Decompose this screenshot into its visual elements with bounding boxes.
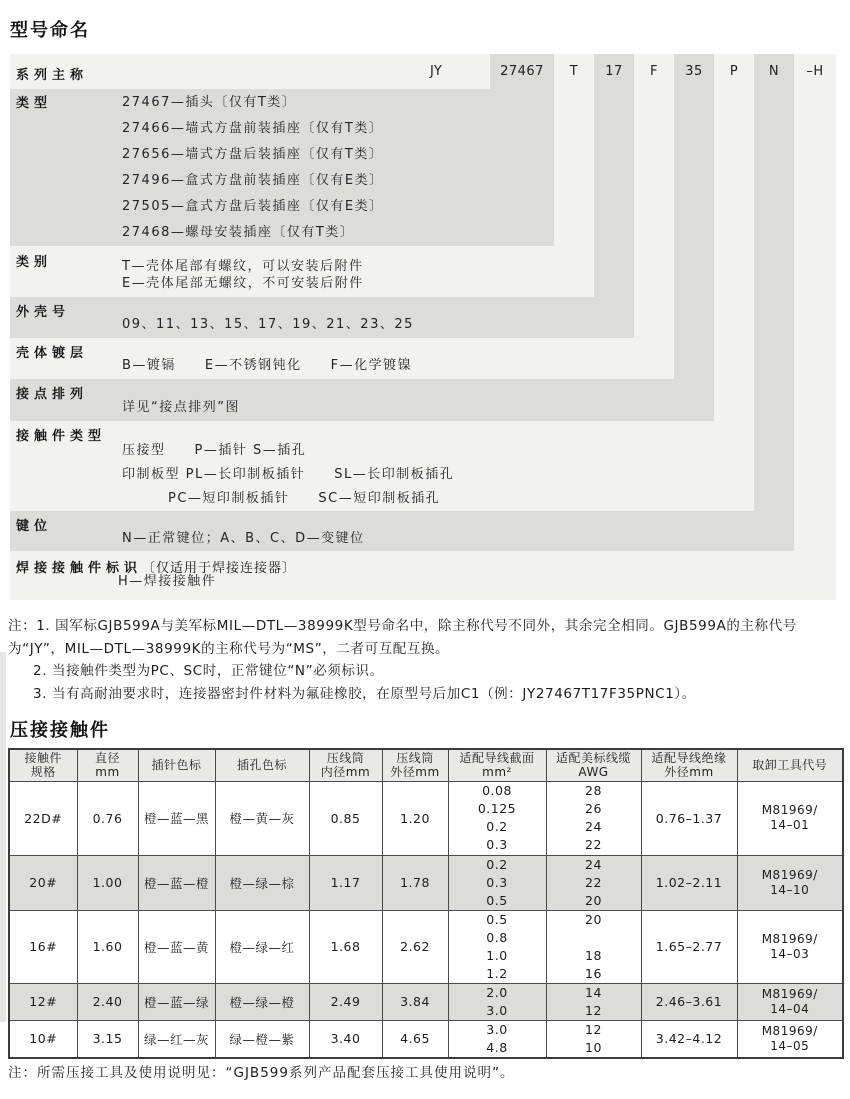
cell-pin-color: 橙—蓝—黄 [138,910,215,983]
code-segment-solder-mark: –H [806,64,824,79]
step-stripe-arrangement [674,54,714,379]
cell-insulation-od: 1.02–2.11 [641,855,737,910]
cell-tool-code: M81969/ 14–10 [737,855,843,910]
cell-insulation-od: 1.65–2.77 [641,910,737,983]
cell-wire-section: 2.0 3.0 [448,983,546,1020]
cell-barrel-id: 2.49 [309,983,382,1020]
section-plating-label: 壳体镀层 [16,346,89,361]
note-line-1 [8,615,846,660]
section-keying-label: 键位 [16,519,53,534]
block-arrangement [10,379,714,421]
cell-socket-color: 橙—绿—棕 [215,855,309,910]
cell-barrel-od: 1.78 [382,855,448,910]
naming-notes [8,615,846,705]
notes-prefix: 注： [8,618,37,634]
section-type-items [122,90,384,246]
note-3: 3. 当有高耐油要求时，连接器密封件材料为氟硅橡胶，在原型号后加C1（例：JY27467T17F35PNC1）。 [33,685,696,702]
step-stripe-plating [634,54,674,338]
cell-tool-code: M81969/ 14–05 [737,1020,843,1058]
table-row [9,1020,843,1058]
cell-barrel-id: 1.68 [309,910,382,983]
step-stripe-solder-mark [794,54,836,551]
code-segment-shell-size: 17 [605,64,623,79]
cell-awg: 24 22 20 [546,855,641,910]
cell-spec: 10# [9,1020,77,1058]
cell-insulation-od: 0.76–1.37 [641,781,737,855]
note-1: 1. 国军标GJB599A与美军标MIL—DTL—38999K型号命名中，除主称代号不同外，其余完全相同。GJB599A的主称代号为“JY”，MIL—DTL—38999K的主称代号为“MS”，二者可互配互换。 [8,618,797,657]
contact-type-item: PC—短印制板插针 SC—短印制板插孔 [168,491,441,506]
cell-pin-color: 橙—蓝—黑 [138,781,215,855]
type-item: 27496—盒式方盘前装插座〔仅有E类〕 [122,173,384,188]
cell-wire-section: 3.0 4.8 [448,1020,546,1058]
shell-size-item: 09、11、13、15、17、19、21、23、25 [122,317,414,332]
section-shell-size-label: 外壳号 [16,305,71,320]
cell-barrel-od: 3.84 [382,983,448,1020]
cell-barrel-id: 3.40 [309,1020,382,1058]
header-spec: 接触件 规格 [9,749,77,781]
table-row [9,855,843,910]
cell-awg: 12 10 [546,1020,641,1058]
section-contact-type-label: 接触件类型 [16,429,107,444]
step-stripe-keying [754,54,794,511]
code-segment-type: 27467 [500,64,544,79]
note-2: 2. 当接触件类型为PC、SC时，正常键位“N”必须标识。 [33,663,384,679]
section-keying-items [122,527,365,546]
type-item: 27505—盒式方盘后装插座〔仅有E类〕 [122,199,384,214]
section-arrangement-items [122,396,240,415]
header-insulation-od: 适配导线绝缘 外径mm [641,749,737,781]
section-solder-mark-items [118,570,216,589]
series-code-value: JY [430,64,442,79]
keying-item: N—正常键位；A、B、C、D—变键位 [122,531,365,546]
table-row [9,983,843,1020]
header-awg: 适配美标线缆 AWG [546,749,641,781]
cell-diameter: 3.15 [77,1020,138,1058]
cell-barrel-od: 4.65 [382,1020,448,1058]
cell-barrel-od: 2.62 [382,910,448,983]
cell-socket-color: 橙—绿—红 [215,910,309,983]
step-stripe-contact-type [714,54,754,421]
crimp-contacts-table [8,748,844,1059]
solder-mark-label-text: 焊接接触件标识 [16,561,143,576]
cell-barrel-od: 1.20 [382,781,448,855]
cell-spec: 12# [9,983,77,1020]
section-class-items [122,258,364,292]
cell-diameter: 0.76 [77,781,138,855]
cell-diameter: 2.40 [77,983,138,1020]
contact-type-item: 印制板型 PL—长印制板插针 SL—长印制板插孔 [122,467,455,482]
code-segment-plating: F [650,64,658,79]
code-segment-class: T [569,64,579,79]
cell-spec: 22D# [9,781,77,855]
type-item: 27466—墙式方盘前装插座〔仅有T类〕 [122,121,384,136]
contact-type-item: 压接型 P—插针 S—插孔 [122,443,307,458]
solder-mark-label-suffix: 〔仅适用于焊接连接器〕 [142,561,297,576]
table-row [9,910,843,983]
section-plating-items [122,354,412,373]
cell-wire-section: 0.5 0.8 1.0 1.2 [448,910,546,983]
section-type-label: 类型 [16,96,53,111]
page-title-model-naming: 型号命名 [10,20,90,41]
cell-barrel-id: 0.85 [309,781,382,855]
cell-insulation-od: 2.46–3.61 [641,983,737,1020]
cell-socket-color: 橙—绿—橙 [215,983,309,1020]
section-contact-type-items [122,439,454,511]
cell-tool-code: M81969/ 14–01 [737,781,843,855]
cell-pin-color: 橙—蓝—绿 [138,983,215,1020]
cell-socket-color: 橙—黄—灰 [215,781,309,855]
section-shell-size-items [122,313,414,332]
table-row [9,781,843,855]
arrangement-item: 详见“接点排列”图 [122,400,240,415]
cell-pin-color: 绿—红—灰 [138,1020,215,1058]
header-tool-code: 取卸工具代号 [737,749,843,781]
page-title-crimp-contacts: 压接接触件 [10,720,110,741]
cell-socket-color: 绿—橙—紫 [215,1020,309,1058]
cell-pin-color: 橙—蓝—橙 [138,855,215,910]
code-segment-contact-type: P [729,64,739,79]
cell-barrel-id: 1.17 [309,855,382,910]
code-segment-arrangement: 35 [685,64,703,79]
class-item: T—壳体尾部有螺纹，可以安装后附件 [122,259,364,274]
table-header-row [9,749,843,781]
header-barrel-id: 压线筒 内径mm [309,749,382,781]
solder-mark-item: H—焊接接触件 [118,574,217,589]
header-diameter: 直径 mm [77,749,138,781]
section-arrangement-label: 接点排列 [16,387,89,402]
class-item: E—壳体尾部无螺纹，不可安装后附件 [122,276,364,291]
header-pin-color: 插针色标 [138,749,215,781]
code-segment-keying: N [768,64,780,79]
header-barrel-od: 压线筒 外径mm [382,749,448,781]
series-name-label: 系列主称 [16,68,89,83]
cell-tool-code: M81969/ 14–03 [737,910,843,983]
cell-tool-code: M81969/ 14–04 [737,983,843,1020]
section-class-label: 类别 [16,255,53,270]
cell-insulation-od: 3.42–4.12 [641,1020,737,1058]
type-item: 27656—墙式方盘后装插座〔仅有T类〕 [122,147,384,162]
plating-item: B—镀镉 E—不锈钢钝化 F—化学镀镍 [122,358,413,373]
cell-awg: 28 26 24 22 [546,781,641,855]
header-socket-color: 插孔色标 [215,749,309,781]
table-footnote: 注：所需压接工具及使用说明见：“GJB599系列产品配套压接工具使用说明”。 [8,1065,515,1081]
cell-spec: 20# [9,855,77,910]
cell-wire-section: 0.2 0.3 0.5 [448,855,546,910]
header-wire-section: 适配导线截面 mm² [448,749,546,781]
type-item: 27467—插头〔仅有T类〕 [122,95,297,110]
cell-diameter: 1.00 [77,855,138,910]
cell-spec: 16# [9,910,77,983]
page-edge-artifact [0,652,6,1022]
cell-awg: 20 18 16 [546,910,641,983]
cell-diameter: 1.60 [77,910,138,983]
step-stripe-shell-size [594,54,634,297]
type-item: 27468—螺母安装插座〔仅有T类〕 [122,225,355,240]
cell-wire-section: 0.08 0.125 0.2 0.3 [448,781,546,855]
cell-awg: 14 12 [546,983,641,1020]
